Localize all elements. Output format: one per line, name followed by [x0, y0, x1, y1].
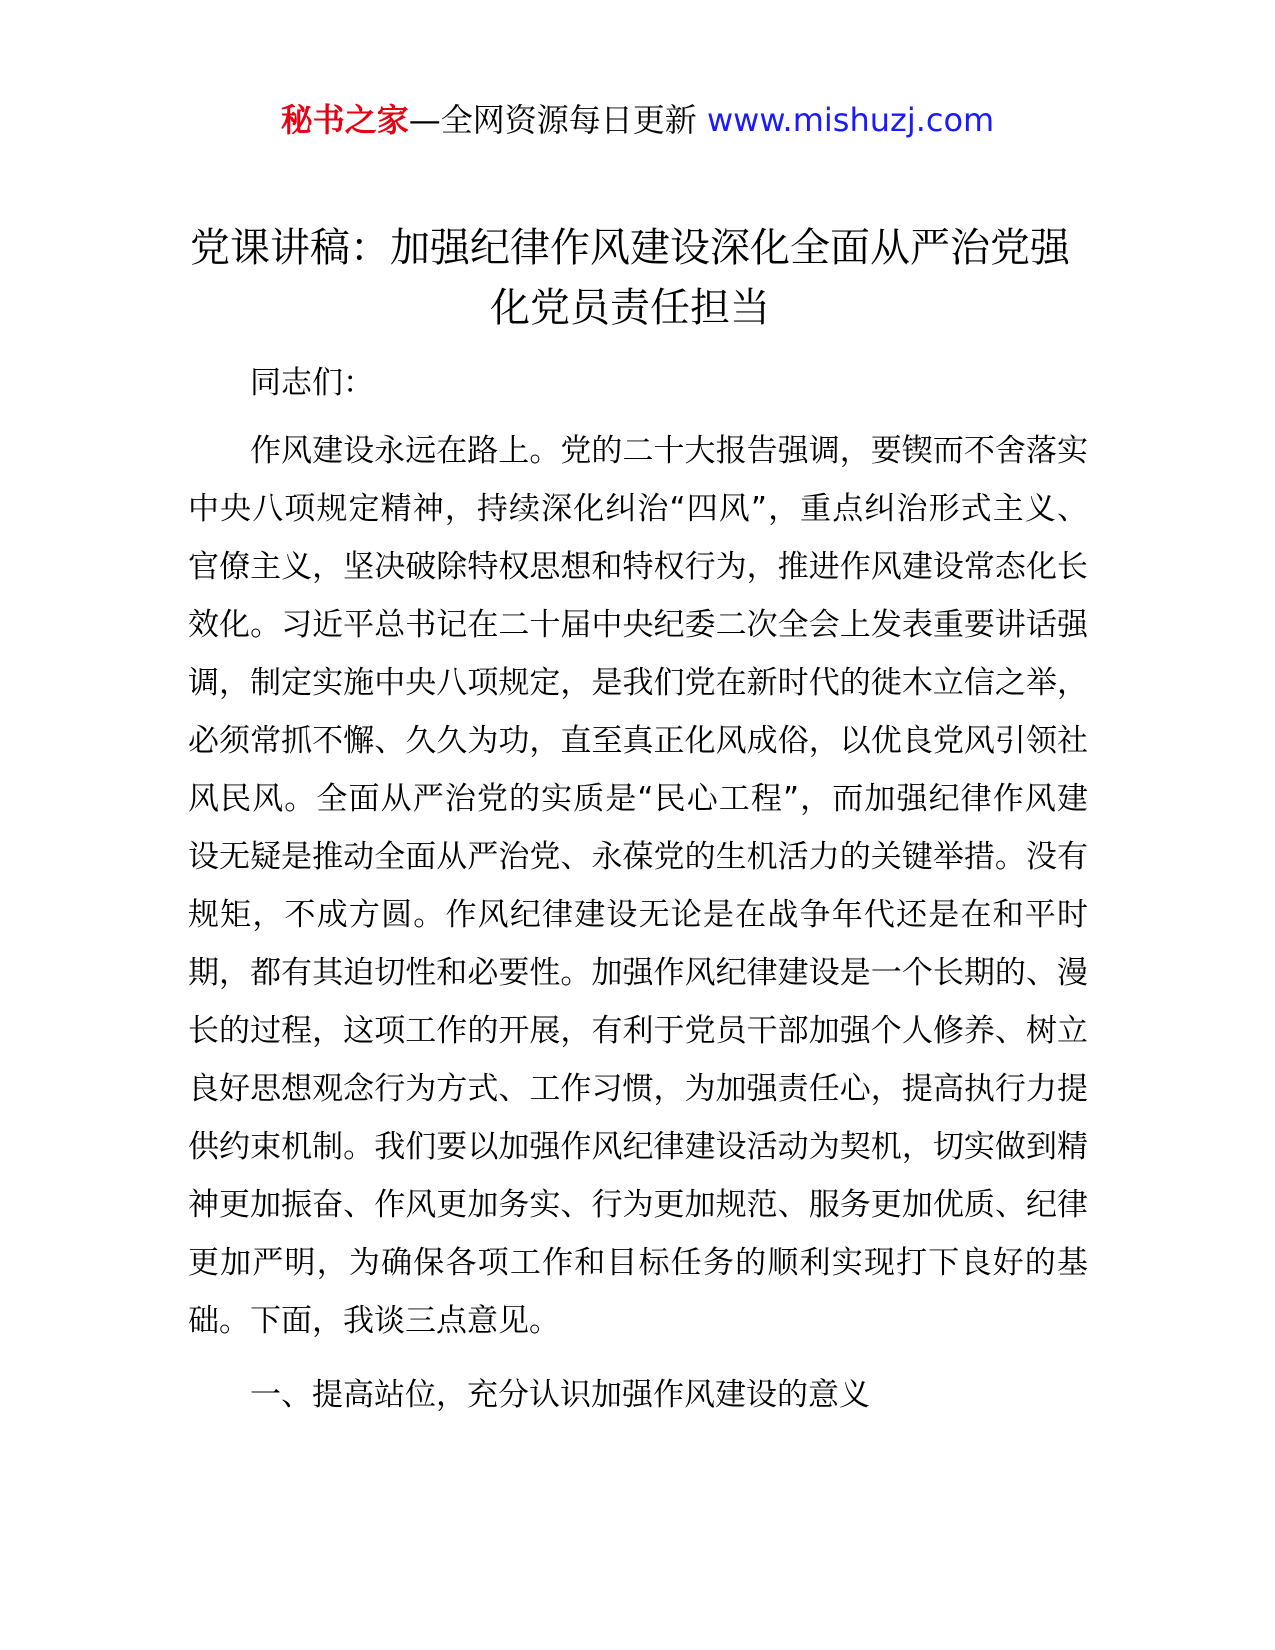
body-paragraph: 作风建设永远在路上。党的二十大报告强调，要锲而不舍落实中央八项规定精神，持续深化纠治“四风”，重点纠治形式主义、官僚主义，坚决破除特权思想和特权行为，推进作风建设常态化长效化。习近平总书记在二十届中央纪委二次全会上发表重要讲话强调，制定实施中央八项规定，是我们党在新时代的徙木立信之举，必须常抓不懈、久久为功，直至真正化风成俗，以优良党风引领社风民风。全面从严治党的实质是“民心工程”，而加强纪律作风建设无疑是推动全面从严治党、永葆党的生机活力的关键举措。没有规矩，不成方圆。作风纪律建设无论是在战争年代还是在和平时期，都有其迫切性和必要性。加强作风纪律建设是一个长期的、漫长的过程，这项工作的开展，有利于党员干部加强个人修养、树立良好思想观念行为方式、工作习惯，为加强责任心，提高执行力提供约束机制。我们要以加强作风纪律建设活动为契机，切实做到精神更加振奋、作风更加务实、行为更加规范、服务更加优质、纪律更加严明，为确保各项工作和目标任务的顺利实现打下良好的基础。下面，我谈三点意见。: [188, 433, 1088, 1339]
section-heading: 一、提高站位，充分认识加强作风建设的意义: [250, 1377, 870, 1413]
site-tagline: —全网资源每日更新: [408, 101, 707, 139]
salutation: 同志们：: [250, 365, 374, 401]
site-url-link[interactable]: www.mishuzj.com: [706, 101, 995, 139]
site-brand: 秘书之家: [280, 101, 409, 139]
site-header: [0, 98, 1275, 142]
document-title: 党课讲稿：加强纪律作风建设深化全面从严治党强化党员责任担当: [190, 225, 1070, 331]
